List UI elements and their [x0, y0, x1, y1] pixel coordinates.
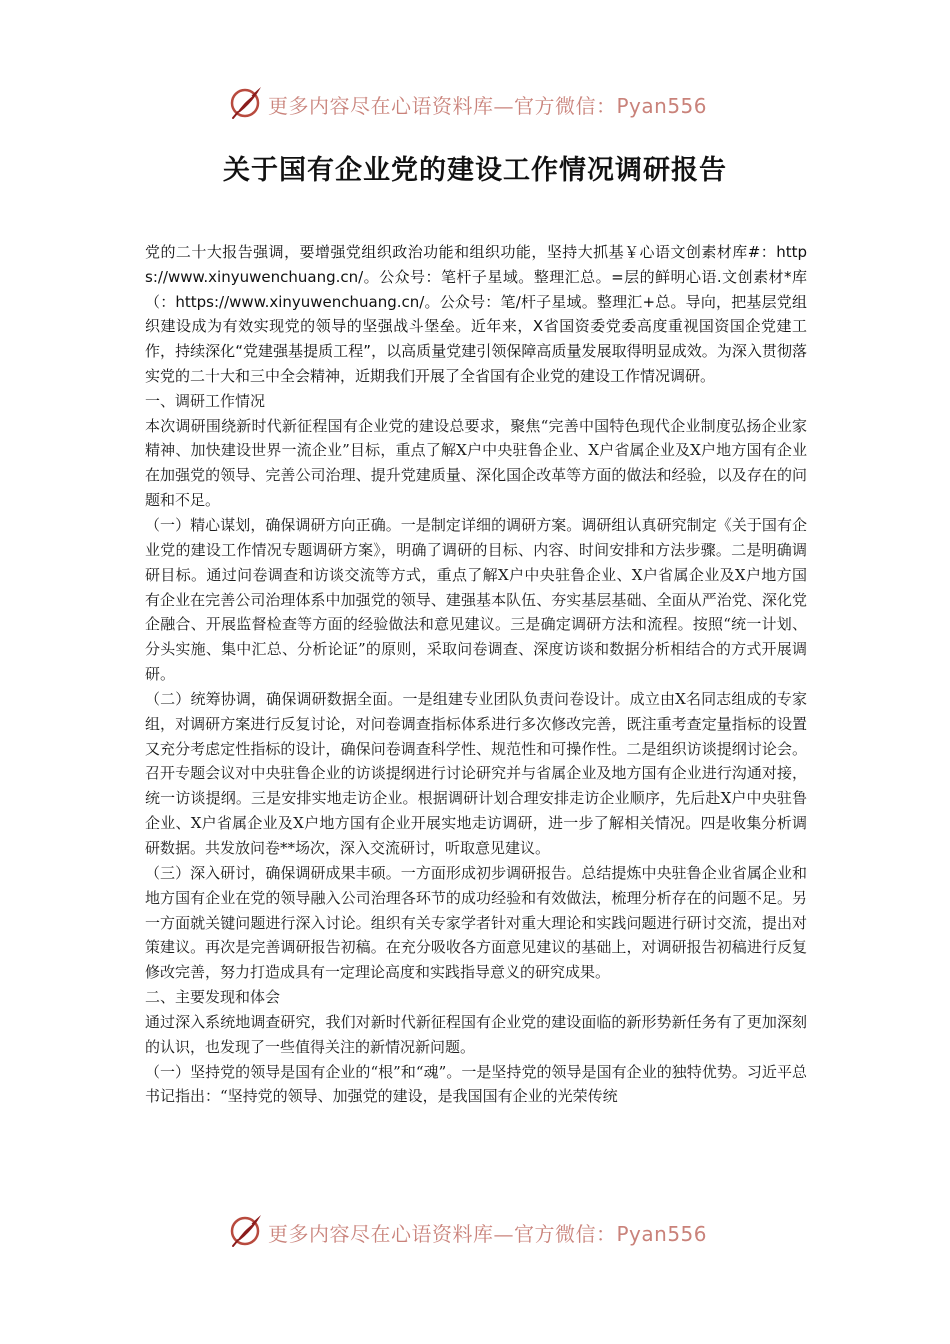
header-banner	[0, 82, 950, 122]
section-1-sub-2: （二）统筹协调，确保调研数据全面。一是组建专业团队负责问卷设计。成立由X名同志组成的专家组，对调研方案进行反复讨论，对问卷调查指标体系进行多次修改完善，既注重考查定量指标的设置又充分考虑定性指标的设计，确保问卷调查科学性、规范性和可操作性。二是组织访谈提纲讨论会。召开专题会议对中央驻鲁企业的访谈提纲进行讨论研究并与省属企业及地方国有企业进行沟通对接，统一访谈提纲。三是安排实地走访企业。根据调研计划合理安排走访企业顺序，先后赴X户中央驻鲁企业、X户省属企业及X户地方国有企业开展实地走访调研，进一步了解相关情况。四是收集分析调研数据。共发放问卷**场次，深入交流研讨，听取意见建议。	[145, 689, 807, 857]
section-1-heading: 一、调研工作情况	[145, 391, 266, 410]
document-body	[145, 240, 807, 1109]
wechat-id: Pyan556	[616, 94, 708, 118]
quill-logo-icon	[228, 1212, 264, 1248]
footer-banner	[0, 1210, 950, 1250]
wechat-id: Pyan556	[616, 1222, 708, 1246]
banner-main-text: 更多内容尽在心语资料库—官方微信：	[268, 1222, 617, 1246]
section-1-sub-3: （三）深入研讨，确保调研成果丰硕。一方面形成初步调研报告。总结提炼中央驻鲁企业省属企业和地方国有企业在党的领导融入公司治理各环节的成功经验和有效做法，梳理分析存在的问题不足。另一方面就关键问题进行深入讨论。组织有关专家学者针对重大理论和实践问题进行研讨交流，提出对策建议。再次是完善调研报告初稿。在充分吸收各方面意见建议的基础上，对调研报告初稿进行反复修改完善，努力打造成具有一定理论高度和实践指导意义的研究成果。	[145, 863, 807, 982]
intro-paragraph: 党的二十大报告强调，要增强党组织政治功能和组织功能，坚持大抓基￥心语文创素材库#：https://www.xinyuwenchuang.cn/。公众号：笔杆子星域。整理汇总。=层的鲜明心语.文创素材*库（：https://www.xinyuwenchuang.cn/。公众号：笔/杆子星域。整理汇+总。导向，把基层党组织建设成为有效实现党的领导的坚强战斗堡垒。近年来，X省国资委党委高度重视国资国企党建工作，持续深化“党建强基提质工程”，以高质量党建引领保障高质量发展取得明显成效。为深入贯彻落实党的二十大和三中全会精神，近期我们开展了全省国有企业党的建设工作情况调研。	[145, 243, 807, 385]
section-2-paragraph: 通过深入系统地调查研究，我们对新时代新征程国有企业党的建设面临的新形势新任务有了更加深刻的认识，也发现了一些值得关注的新情况新问题。	[145, 1012, 807, 1056]
section-2-sub-1: （一）坚持党的领导是国有企业的“根”和“魂”。一是坚持党的领导是国有企业的独特优势。习近平总书记指出：“坚持党的领导、加强党的建设，是我国国有企业的光荣传统	[145, 1062, 807, 1106]
quill-logo-icon	[228, 84, 264, 120]
document-title: 关于国有企业党的建设工作情况调研报告	[223, 155, 727, 186]
section-2-heading: 二、主要发现和体会	[145, 988, 281, 1007]
banner-text	[268, 90, 707, 119]
banner-main-text: 更多内容尽在心语资料库—官方微信：	[268, 94, 617, 118]
banner-text	[268, 1218, 707, 1247]
section-1-sub-1: （一）精心谋划，确保调研方向正确。一是制定详细的调研方案。调研组认真研究制定《关于国有企业党的建设工作情况专题调研方案》，明确了调研的目标、内容、时间安排和方法步骤。二是明确调研目标。通过问卷调查和访谈交流等方式，重点了解X户中央驻鲁企业、X户省属企业及X户地方国有企业在完善公司治理体系中加强党的领导、建强基本队伍、夯实基层基础、全面从严治党、深化党企融合、开展监督检查等方面的经验做法和意见建议。三是确定调研方法和流程。按照“统一计划、分头实施、集中汇总、分析论证”的原则，采取问卷调查、深度访谈和数据分析相结合的方式开展调研。	[145, 516, 807, 684]
section-1-paragraph: 本次调研围绕新时代新征程国有企业党的建设总要求，聚焦“完善中国特色现代企业制度弘扬企业家精神、加快建设世界一流企业”目标，重点了解X户中央驻鲁企业、X户省属企业及X户地方国有企业在加强党的领导、完善公司治理、提升党建质量、深化国企改革等方面的做法和经验，以及存在的问题和不足。	[145, 416, 807, 510]
